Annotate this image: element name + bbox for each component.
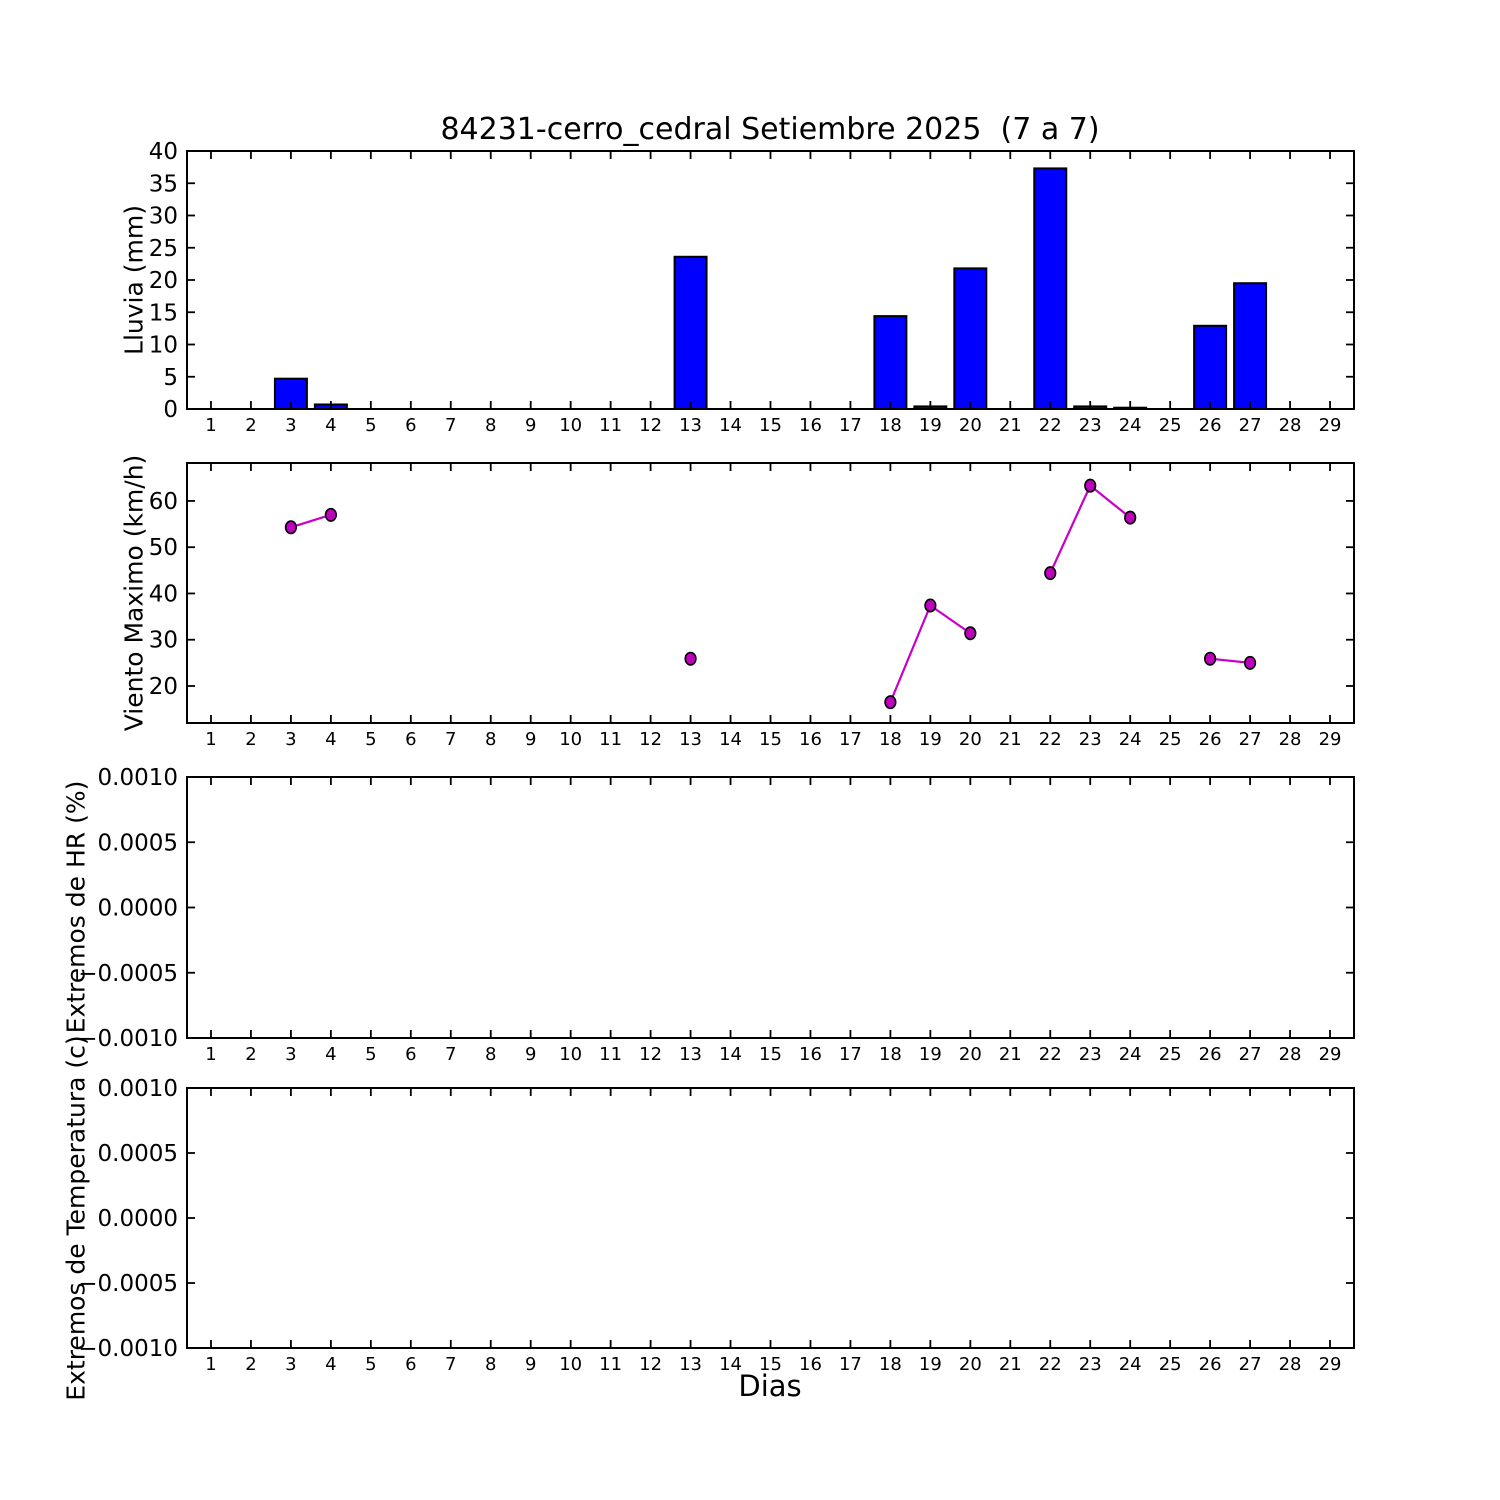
- x-tick-label: 18: [878, 729, 902, 750]
- marker-day-18: [885, 696, 896, 708]
- x-tick-label: 16: [799, 1354, 822, 1375]
- x-tick-label: 26: [1198, 1044, 1222, 1065]
- line-segment-day-19-20: [930, 605, 970, 633]
- x-tick-label: 7: [445, 729, 457, 750]
- x-tick-label: 10: [559, 1044, 583, 1065]
- bar-day-13: [675, 257, 707, 409]
- y-ticks: [78, 765, 1354, 1052]
- subplot-lluvia: [149, 139, 1354, 436]
- y-ticks: [149, 139, 1354, 423]
- x-tick-label: 2: [245, 1044, 257, 1065]
- subplot-temperatura: [78, 1076, 1354, 1375]
- x-tick-label: 4: [325, 415, 337, 436]
- x-tick-label: 3: [285, 729, 297, 750]
- x-tick-label: 13: [679, 729, 703, 750]
- x-tick-label: 15: [759, 1044, 782, 1065]
- x-tick-label: 18: [878, 1354, 902, 1375]
- y-tick-label: 0.0005: [97, 1141, 178, 1167]
- x-tick-label: 24: [1118, 1354, 1142, 1375]
- axes-frame: [187, 777, 1354, 1038]
- x-tick-label: 26: [1198, 1354, 1222, 1375]
- marker-day-27: [1245, 657, 1256, 669]
- x-tick-label: 28: [1278, 1044, 1302, 1065]
- y-tick-label: 20: [148, 673, 178, 700]
- y-tick-label: 40: [148, 139, 178, 165]
- x-ticks: [205, 1088, 1341, 1375]
- x-tick-label: 13: [679, 1354, 703, 1375]
- x-tick-label: 14: [719, 415, 742, 436]
- x-tick-label: 27: [1238, 415, 1262, 436]
- y-tick-label: 30: [148, 627, 178, 654]
- x-tick-label: 9: [524, 415, 537, 436]
- y-tick-label: −0.0005: [78, 1271, 178, 1297]
- x-tick-label: 12: [639, 729, 663, 750]
- x-tick-label: 11: [599, 729, 623, 750]
- bar-day-22: [1034, 168, 1066, 409]
- x-ticks: [205, 151, 1341, 436]
- x-tick-label: 10: [559, 1354, 583, 1375]
- x-tick-label: 21: [998, 729, 1022, 750]
- y-tick-label: 5: [163, 364, 178, 391]
- x-tick-label: 11: [599, 1044, 623, 1065]
- y-ticks: [78, 1076, 1354, 1362]
- x-tick-label: 5: [365, 1044, 377, 1065]
- x-tick-label: 3: [285, 1044, 297, 1065]
- line-segment-day-23-24: [1090, 486, 1130, 518]
- x-tick-label: 13: [679, 1044, 703, 1065]
- line-segment-day-18-19: [890, 605, 930, 702]
- x-tick-label: 17: [838, 729, 862, 750]
- ylabel-hr: Extremos de HR (%): [61, 780, 91, 1034]
- x-tick-label: 11: [599, 1354, 623, 1375]
- x-tick-label: 22: [1038, 729, 1062, 750]
- y-tick-label: 35: [148, 171, 178, 198]
- x-tick-label: 1: [205, 1354, 217, 1375]
- bar-day-26: [1194, 326, 1226, 409]
- x-tick-label: 21: [998, 1354, 1022, 1375]
- x-tick-label: 19: [918, 415, 942, 436]
- x-tick-label: 6: [405, 1044, 417, 1065]
- x-tick-label: 17: [838, 1044, 862, 1065]
- marker-day-24: [1125, 511, 1136, 523]
- y-tick-label: 0.0010: [97, 1076, 178, 1102]
- x-tick-label: 25: [1158, 415, 1182, 436]
- x-axis-label: Dias: [738, 1369, 802, 1403]
- x-tick-label: 8: [485, 415, 497, 436]
- x-tick-label: 1: [205, 1044, 217, 1065]
- x-tick-label: 28: [1278, 415, 1302, 436]
- axes-frame: [187, 151, 1354, 409]
- marker-day-19: [925, 599, 936, 611]
- x-tick-label: 25: [1158, 729, 1182, 750]
- x-tick-label: 23: [1078, 729, 1102, 750]
- bar-day-27: [1234, 283, 1266, 409]
- x-tick-label: 22: [1038, 415, 1062, 436]
- x-tick-label: 27: [1238, 1044, 1262, 1065]
- x-tick-label: 16: [799, 415, 822, 436]
- x-tick-label: 27: [1238, 1354, 1262, 1375]
- x-tick-label: 29: [1318, 415, 1342, 436]
- x-tick-label: 9: [524, 1354, 537, 1375]
- x-tick-label: 6: [405, 1354, 417, 1375]
- y-tick-label: 60: [148, 488, 178, 515]
- x-tick-label: 3: [285, 1354, 297, 1375]
- y-tick-label: 20: [148, 268, 178, 294]
- x-tick-label: 21: [998, 1044, 1022, 1065]
- x-tick-label: 29: [1318, 1354, 1342, 1375]
- x-tick-label: 17: [838, 1354, 862, 1375]
- x-tick-label: 12: [639, 1044, 663, 1065]
- subplot-viento: [149, 463, 1354, 750]
- x-tick-label: 8: [485, 1044, 497, 1065]
- x-tick-label: 28: [1278, 1354, 1302, 1375]
- y-tick-label: 30: [148, 203, 178, 230]
- y-tick-label: 0.0005: [97, 830, 178, 857]
- x-tick-label: 20: [958, 415, 982, 436]
- x-tick-label: 9: [524, 1044, 537, 1065]
- x-tick-label: 7: [445, 1354, 457, 1375]
- marker-day-26: [1205, 652, 1216, 664]
- x-tick-label: 14: [719, 729, 742, 750]
- y-tick-label: 0.0010: [97, 765, 178, 791]
- axes-frame: [187, 463, 1354, 723]
- x-tick-label: 22: [1038, 1354, 1062, 1375]
- marker-day-3: [286, 521, 297, 533]
- x-tick-label: 19: [918, 729, 942, 750]
- x-tick-label: 22: [1038, 1044, 1062, 1065]
- x-tick-label: 7: [445, 1044, 457, 1065]
- x-tick-label: 17: [838, 415, 862, 436]
- y-tick-label: 50: [148, 535, 178, 562]
- x-tick-label: 24: [1118, 729, 1142, 750]
- y-tick-label: −0.0010: [78, 1336, 178, 1362]
- x-tick-label: 26: [1198, 729, 1222, 750]
- x-tick-label: 26: [1198, 415, 1222, 436]
- ylabel-viento: Viento Maximo (km/h): [119, 454, 149, 732]
- marker-day-4: [326, 509, 337, 521]
- x-tick-label: 8: [485, 729, 497, 750]
- x-tick-label: 21: [998, 415, 1022, 436]
- line-segment-day-22-23: [1050, 486, 1090, 573]
- x-tick-label: 14: [719, 1354, 742, 1375]
- x-tick-label: 4: [325, 1354, 337, 1375]
- x-tick-label: 29: [1318, 1044, 1342, 1065]
- axes-frame: [187, 1088, 1354, 1348]
- x-tick-label: 13: [679, 415, 703, 436]
- x-tick-label: 1: [205, 415, 217, 436]
- x-tick-label: 10: [559, 729, 583, 750]
- x-tick-label: 12: [639, 415, 663, 436]
- x-tick-label: 2: [245, 1354, 257, 1375]
- x-tick-label: 24: [1118, 415, 1142, 436]
- x-ticks: [205, 777, 1341, 1065]
- marker-day-13: [685, 652, 696, 664]
- x-tick-label: 2: [245, 729, 257, 750]
- y-tick-label: 10: [148, 332, 178, 359]
- bar-day-20: [954, 268, 986, 409]
- x-tick-label: 4: [325, 1044, 337, 1065]
- x-tick-label: 16: [799, 1044, 822, 1065]
- x-tick-label: 6: [405, 415, 417, 436]
- x-ticks: [205, 463, 1341, 750]
- x-tick-label: 5: [365, 415, 377, 436]
- x-tick-label: 4: [325, 729, 337, 750]
- x-tick-label: 5: [365, 729, 377, 750]
- x-tick-label: 1: [205, 729, 217, 750]
- x-tick-label: 10: [559, 415, 583, 436]
- y-tick-label: −0.0005: [78, 960, 178, 987]
- x-tick-label: 6: [405, 729, 417, 750]
- x-tick-label: 25: [1158, 1354, 1182, 1375]
- x-tick-label: 16: [799, 729, 822, 750]
- y-tick-label: −0.0010: [78, 1026, 178, 1052]
- x-tick-label: 25: [1158, 1044, 1182, 1065]
- x-tick-label: 20: [958, 1044, 982, 1065]
- x-tick-label: 23: [1078, 415, 1102, 436]
- x-tick-label: 15: [759, 1354, 782, 1375]
- subplot-hr: [78, 765, 1354, 1065]
- line-segment-day-3-4: [291, 515, 331, 527]
- y-tick-label: 15: [148, 300, 178, 327]
- figure-title: 84231-cerro_cedral Setiembre 2025 (7 a 7): [440, 112, 1100, 147]
- y-tick-label: 40: [148, 581, 178, 608]
- x-tick-label: 9: [524, 729, 537, 750]
- x-tick-label: 19: [918, 1044, 942, 1065]
- bar-day-18: [874, 316, 906, 409]
- x-tick-label: 24: [1118, 1044, 1142, 1065]
- x-tick-label: 12: [639, 1354, 663, 1375]
- x-tick-label: 18: [878, 1044, 902, 1065]
- x-tick-label: 2: [245, 415, 257, 436]
- x-tick-label: 28: [1278, 729, 1302, 750]
- x-tick-label: 29: [1318, 729, 1342, 750]
- x-tick-label: 19: [918, 1354, 942, 1375]
- y-tick-label: 0.0000: [97, 895, 178, 922]
- marker-day-23: [1085, 479, 1096, 491]
- x-tick-label: 5: [365, 1354, 377, 1375]
- y-tick-label: 0: [163, 397, 178, 423]
- x-tick-label: 20: [958, 1354, 982, 1375]
- x-tick-label: 18: [878, 415, 902, 436]
- x-tick-label: 14: [719, 1044, 742, 1065]
- marker-day-20: [965, 627, 976, 639]
- x-tick-label: 8: [485, 1354, 497, 1375]
- ylabel-temperatura: Extremos de Temperatura (c): [61, 1035, 91, 1401]
- marker-day-22: [1045, 567, 1056, 579]
- x-tick-label: 23: [1078, 1044, 1102, 1065]
- ylabel-lluvia: Lluvia (mm): [119, 205, 149, 355]
- x-tick-label: 23: [1078, 1354, 1102, 1375]
- x-tick-label: 15: [759, 415, 782, 436]
- x-tick-label: 11: [599, 415, 623, 436]
- x-tick-label: 15: [759, 729, 782, 750]
- x-tick-label: 3: [285, 415, 297, 436]
- y-tick-label: 25: [148, 235, 178, 262]
- x-tick-label: 27: [1238, 729, 1262, 750]
- x-tick-label: 20: [958, 729, 982, 750]
- y-tick-label: 0.0000: [97, 1206, 178, 1232]
- x-tick-label: 7: [445, 415, 457, 436]
